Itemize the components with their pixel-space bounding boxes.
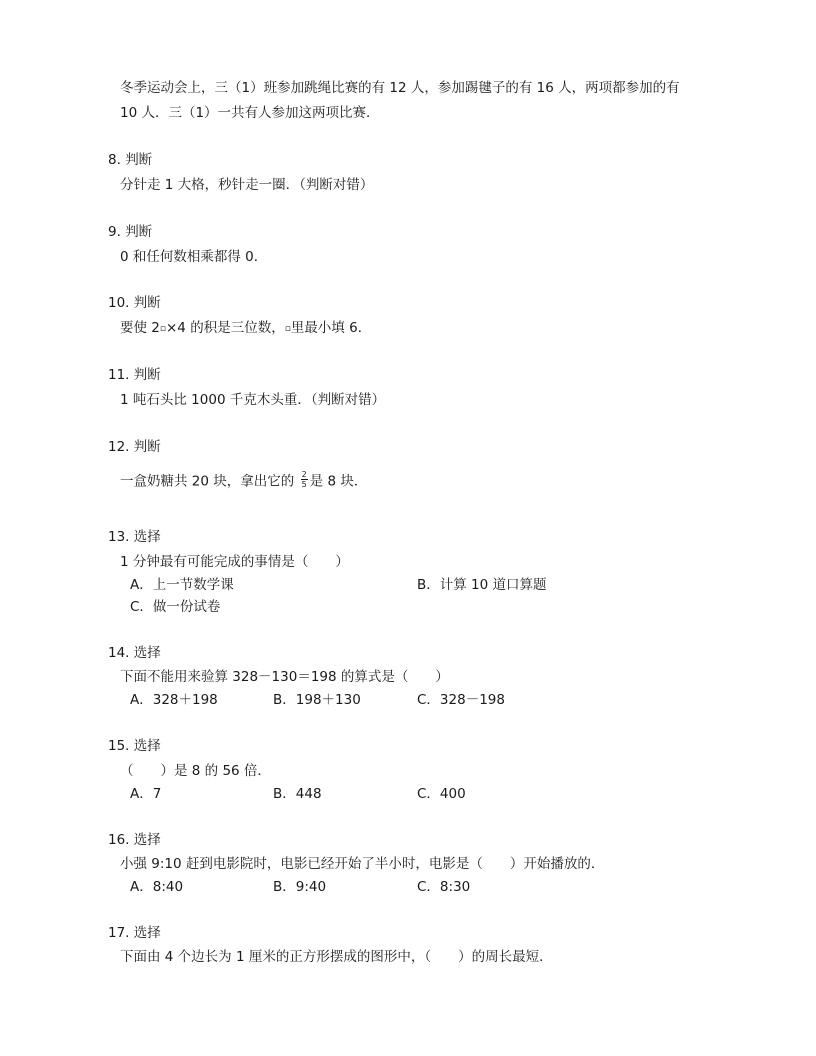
expr-a: 2: [151, 320, 160, 336]
option-c[interactable]: C．328－198: [417, 692, 505, 708]
question-9-header: [108, 223, 152, 241]
option-b[interactable]: B．448: [273, 786, 322, 802]
question-number: 9.: [108, 224, 121, 240]
question-type: 判断: [125, 152, 153, 168]
question-15-text: （ ）是 8 的 56 倍．: [120, 763, 271, 779]
question-14-header: [108, 644, 161, 662]
question-type: 判断: [133, 439, 161, 455]
option-a[interactable]: A．328＋198: [130, 692, 218, 708]
question-11-header: [108, 366, 161, 384]
question-12-text: [120, 472, 367, 491]
question-type: 判断: [133, 367, 161, 383]
question-type: 判断: [125, 224, 153, 240]
question-type: 判断: [133, 295, 161, 311]
question-number: 14.: [108, 645, 130, 661]
question-9-text: 0 和任何数相乘都得 0．: [120, 249, 268, 265]
intro-line-1: 冬季运动会上，三（1）班参加跳绳比赛的有 12 人，参加踢毽子的有 16 人，两项都参加的有: [120, 80, 680, 96]
option-a[interactable]: A．7: [130, 786, 162, 802]
blank-box-icon: ▫: [284, 324, 291, 334]
question-number: 15.: [108, 738, 130, 754]
expr-b: ×4 的积是三位数，: [166, 320, 285, 336]
option-a[interactable]: A．上一节数学课: [130, 577, 234, 593]
question-13-text: 1 分钟最有可能完成的事情是（ ）: [120, 554, 349, 570]
fraction-denominator: 5: [301, 480, 307, 489]
question-number: 12.: [108, 439, 130, 455]
text-pre: 要使: [120, 320, 152, 336]
question-type: 选择: [133, 925, 161, 941]
question-type: 选择: [133, 529, 161, 545]
question-17-text: 下面由 4 个边长为 1 厘米的正方形摆成的图形中，（ ）的周长最短．: [120, 949, 553, 965]
question-type: 选择: [133, 645, 161, 661]
question-8-text: 分针走 1 大格，秒针走一圈．（判断对错）: [120, 177, 374, 193]
question-8-header: [108, 151, 152, 169]
blank-box-icon: ▫: [159, 324, 166, 334]
question-14-text: 下面不能用来验算 328－130＝198 的算式是（ ）: [120, 669, 449, 685]
question-number: 11.: [108, 367, 130, 383]
option-b[interactable]: B．计算 10 道口算题: [417, 577, 547, 593]
text-post: 是 8 块．: [309, 473, 368, 490]
option-c[interactable]: C．做一份试卷: [130, 599, 221, 615]
option-b[interactable]: B．198＋130: [273, 692, 361, 708]
question-type: 选择: [133, 738, 161, 754]
question-17-header: [108, 924, 161, 942]
option-a[interactable]: A．8:40: [130, 879, 184, 895]
question-15-header: [108, 737, 161, 755]
text-post: 里最小填 6．: [290, 320, 372, 336]
option-b[interactable]: B．9:40: [273, 879, 327, 895]
option-c[interactable]: C．400: [417, 786, 466, 802]
text-pre: 一盒奶糖共 20 块，拿出它的: [120, 473, 299, 490]
question-number: 16.: [108, 832, 130, 848]
question-number: 10.: [108, 295, 130, 311]
question-number: 8.: [108, 152, 121, 168]
fraction: [301, 470, 308, 489]
question-10-text: [120, 319, 371, 339]
question-13-header: [108, 528, 161, 546]
question-10-header: [108, 294, 161, 312]
question-16-text: 小强 9:10 赶到电影院时，电影已经开始了半小时，电影是（ ）开始播放的．: [120, 856, 605, 872]
question-type: 选择: [133, 832, 161, 848]
intro-line-2: 10 人．三（1）一共有人参加这两项比赛．: [120, 105, 380, 121]
question-12-header: [108, 438, 161, 456]
fraction-numerator: 2: [301, 470, 307, 479]
question-number: 13.: [108, 529, 130, 545]
question-number: 17.: [108, 925, 130, 941]
question-11-text: 1 吨石头比 1000 千克木头重．（判断对错）: [120, 392, 386, 408]
option-c[interactable]: C．8:30: [417, 879, 471, 895]
question-16-header: [108, 831, 161, 849]
